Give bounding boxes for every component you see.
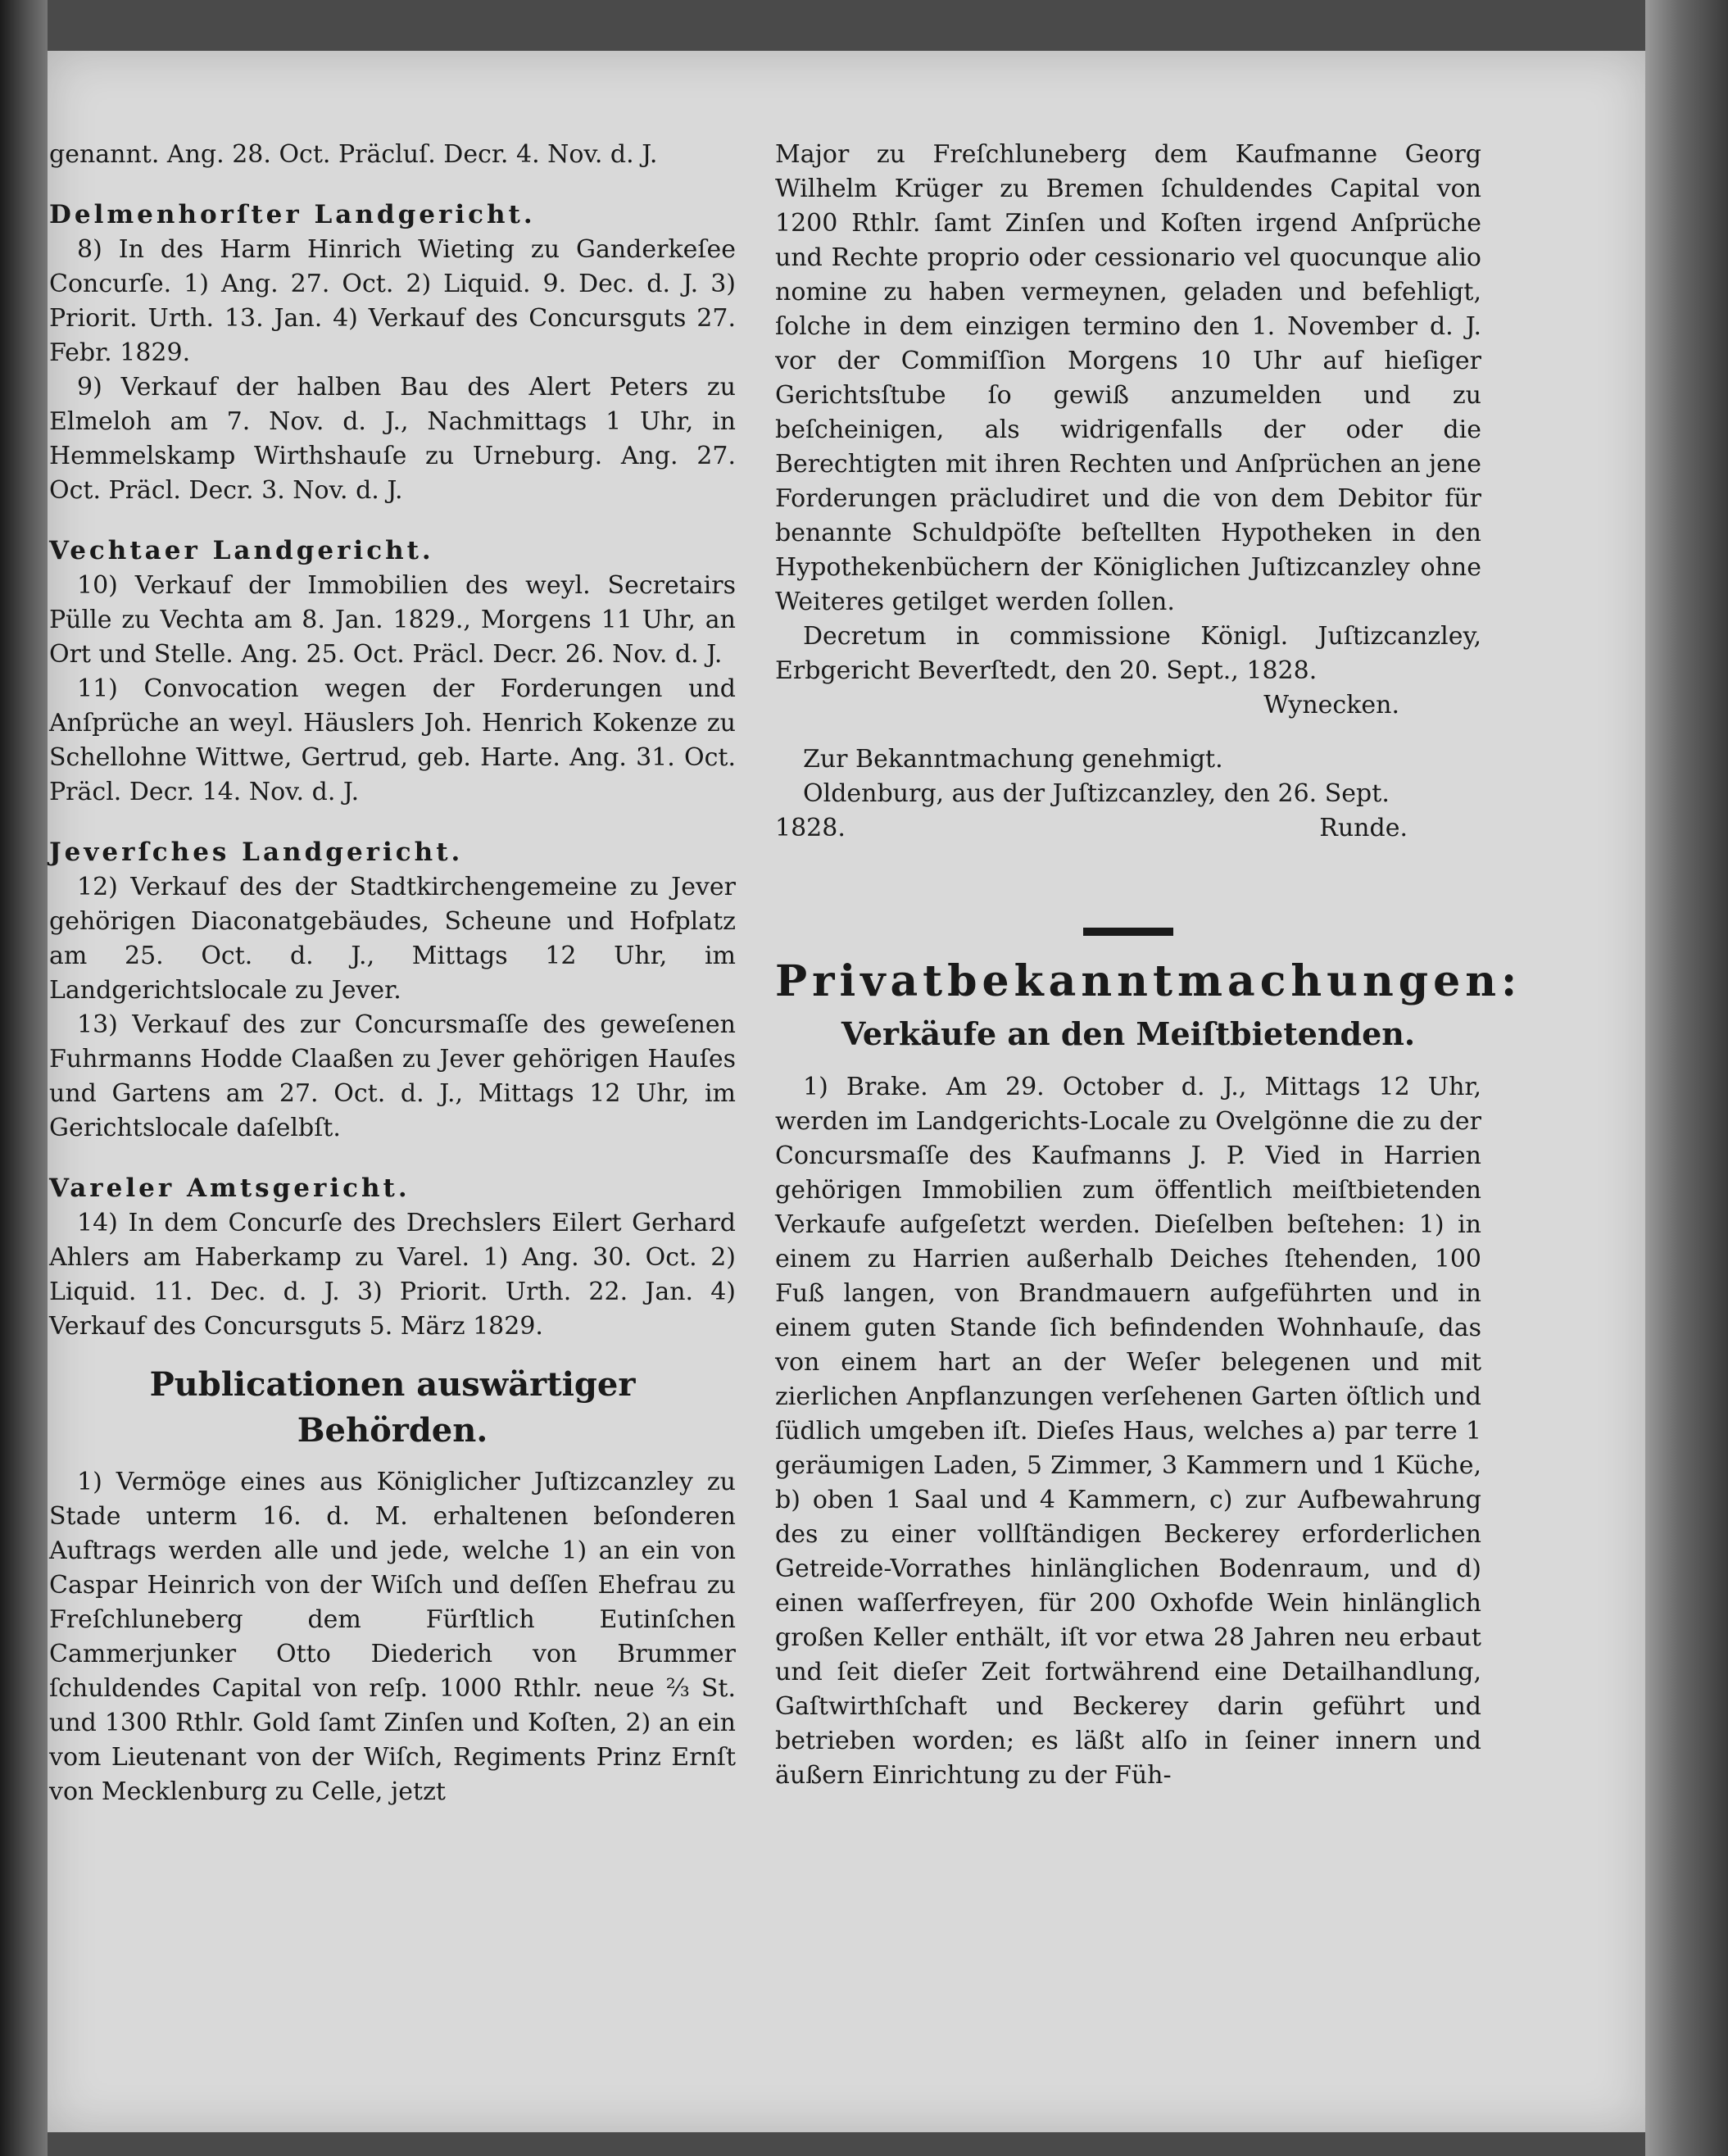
year-text: 1828. [775,814,846,842]
section-heading-delmenhorst: Delmenhorſter Landgericht. [49,200,536,229]
page-edge [1645,0,1728,2156]
notice-11: 11) Convocation wegen der Forderungen und Anſprüche an weyl. Häuslers Joh. Henrich Kokenze zu Schellohne Wittwe, Gertrud, geb. Harte. Ang. 31. Oct. Präcl. Decr. 14. Nov. d. J. [49,674,736,806]
paragraph-continued: genannt. Ang. 28. Oct. Präcluſ. Decr. 4. Nov. d. J. [49,140,658,169]
signature-wynecken: Wynecken. [1263,691,1399,719]
signature-runde: Runde. [1319,814,1408,842]
section-heading-jever: Jeverſches Landgericht. [49,837,464,867]
publication-1: 1) Vermöge eines aus Königlicher Juſtizcanzley zu Stade unterm 16. d. M. erhaltenen beſonderen Auftrags werden alle und jede, welche 1) an ein von Caspar Heinrich von der Wiſch und deſſen Ehefrau zu Freſchluneberg dem Fürſtlich Eutinſchen Cammerjunker Otto Diederich von Brummer ſchuldendes Capital von reſp. 1000 Rthlr. neue ⅔ St. und 1300 Rthlr. Gold ſamt Zinſen und Koſten, 2) an ein vom Lieutenant von der Wiſch, Regiments Prinz Ernſt von Mecklenburg zu Celle, jetzt [49,1468,736,1806]
oldenburg-line: Oldenburg, aus der Juſtizcanzley, den 26. Sept. [803,779,1390,808]
divider-rule [1083,928,1173,936]
paragraph-continued: Major zu Freſchluneberg dem Kaufmanne Georg Wilhelm Krüger zu Bremen ſchuldendes Capital von 1200 Rthlr. ſamt Zinſen und Koſten irgend Anſprüche und Rechte proprio oder cessionario vel quocunque alio nomine zu haben vermeynen, geladen und befehligt, ſolche in dem einzigen termino den 1. November d. J. vor der Commiſſion Morgens 10 Uhr auf hieſiger Gerichtsſtube ſo gewiß anzumelden und zu beſcheinigen, als widrigenfalls der oder die Berechtigten mit ihren Rechten und Anſprüchen an jene Forderungen präcludiret und die von dem Debitor für benannte Schuldpöſte beſtellten Hypotheken in den Hypothekenbüchern der Königlichen Juſtizcanzley ohne Weiteres getilget werden ſollen. [775,140,1481,616]
notice-14: 14) In dem Concurſe des Drechslers Eilert Gerhard Ahlers am Haberkamp zu Varel. 1) Ang. 30. Oct. 2) Liquid. 11. Dec. d. J. 3) Priorit. Urth. 22. Jan. 4) Verkauf des Concursguts 5. März 1829. [49,1209,736,1341]
notice-10: 10) Verkauf der Immobilien des weyl. Secretairs Pülle zu Vechta am 8. Jan. 1829., Morgens 11 Uhr, an Ort und Stelle. Ang. 25. Oct. Präcl. Decr. 26. Nov. d. J. [49,571,736,669]
notice-13: 13) Verkauf des zur Concursmaſſe des geweſenen Fuhrmanns Hodde Claaßen zu Jever gehörigen Hauſes und Gartens am 27. Oct. d. J., Mittags 12 Uhr, im Gerichtslocale daſelbſt. [49,1010,736,1142]
section-heading-varel: Vareler Amtsgericht. [49,1173,410,1203]
section-heading-vechta: Vechtaer Landgericht. [49,536,434,565]
year-signature-line [775,811,1481,846]
approval-line: Zur Bekanntmachung genehmigt. [803,745,1223,774]
notice-brake: 1) Brake. Am 29. October d. J., Mittags 12 Uhr, werden im Landgerichts-Locale zu Ovelgönne die zu der Concursmaſſe des Kaufmanns J. P. Vied in Harrien gehörigen Immobilien zum öffentlich meiſtbietenden Verkaufe aufgeſetzt werden. Dieſelben beſtehen: 1) in einem zu Harrien außerhalb Deiches ſtehenden, 100 Fuß langen, von Brandmauern aufgeführten und in einem guten Stande ſich befindenden Wohnhauſe, das von einem hart an der Weſer belegenen und mit zierlichen Anpflanzungen verſehenen Garten öſtlich und ſüdlich umgeben iſt. Dieſes Haus, welches a) par terre 1 geräumigen Laden, 5 Zimmer, 3 Kammern und 1 Küche, b) oben 1 Saal und 4 Kammern, c) zur Aufbewahrung des zu einer vollſtändigen Beckerey erforderlichen Getreide-Vorrathes hinlänglichen Bodenraum, und d) einen waſſerfreyen, für 200 Oxhofde Wein hinlänglich großen Keller enthält, iſt vor etwa 28 Jahren neu erbaut und ſeit dieſer Zeit fortwährend eine Detailhandlung, Gaſtwirthſchaft und Beckerey darin geführt und betrieben worden; es läßt alſo in ſeiner innern und äußern Einrichtung zu der Füh- [775,1073,1481,1790]
heading-sales-to-highest-bidder: Verkäufe an den Meiſtbietenden. [841,1015,1416,1052]
right-column [775,138,1522,1793]
section-heading-publications: Publicationen auswärtiger Behörden. [149,1365,636,1450]
notice-8: 8) In des Harm Hinrich Wieting zu Ganderkeſee Concurſe. 1) Ang. 27. Oct. 2) Liquid. 9. Dec. d. J. 3) Priorit. Urth. 13. Jan. 4) Verkauf des Concursguts 27. Febr. 1829. [49,235,736,367]
left-column [49,138,736,1809]
decretum-paragraph: Decretum in commissione Königl. Juſtizcanzley, Erbgericht Beverſtedt, den 20. Sept., 1828. [775,622,1481,685]
notice-12: 12) Verkauf des der Stadtkirchengemeine zu Jever gehörigen Diaconatgebäudes, Scheune und Hofplatz am 25. Oct. d. J., Mittags 12 Uhr, im Landgerichtslocale zu Jever. [49,873,736,1005]
book-binding [0,0,48,2156]
notice-9: 9) Verkauf der halben Bau des Alert Peters zu Elmeloh am 7. Nov. d. J., Nachmittags 1 Uhr, in Hemmelskamp Wirthshauſe zu Urneburg. Ang. 27. Oct. Präcl. Decr. 3. Nov. d. J. [49,373,736,505]
heading-private-announcements: Privatbekanntmachungen: [775,956,1522,1006]
